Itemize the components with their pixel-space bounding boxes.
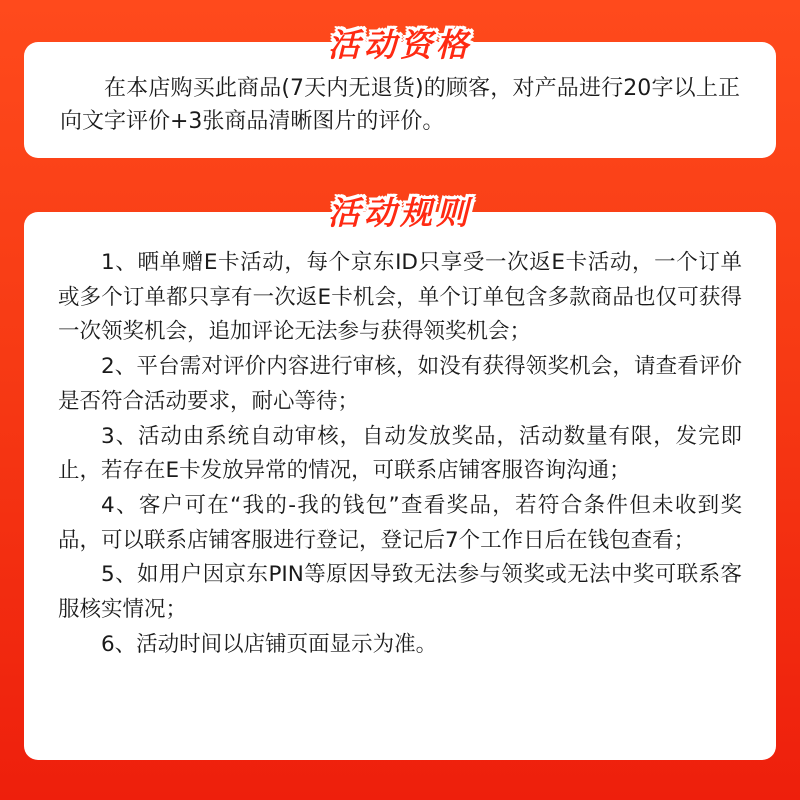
rule-item-4: 4、客户可在“我的-我的钱包”查看奖品，若符合条件但未收到奖品，可以联系店铺客服进行登记，登记后7个工作日后在钱包查看； <box>58 492 742 553</box>
rules-card <box>24 212 776 760</box>
qualification-title: 活动资格 <box>327 26 473 64</box>
rule-item-3: 3、活动由系统自动审核，自动发放奖品，活动数量有限，发完即止，若存在E卡发放异常的情况，可联系店铺客服咨询沟通； <box>58 423 742 484</box>
rule-item-2: 2、平台需对评价内容进行审核，如没有获得领奖机会，请查看评价是否符合活动要求，耐心等待； <box>58 354 742 414</box>
rules-title: 活动规则 <box>327 194 473 232</box>
rule-item-5: 5、如用户因京东PIN等原因导致无法参与领奖或无法中奖可联系客服核实情况； <box>58 562 742 623</box>
rule-item-1: 1、晒单赠E卡活动，每个京东ID只享受一次返E卡活动，一个订单或多个订单都只享有一次返E卡机会，单个订单包含多款商品也仅可获得一次领奖机会，追加评论无法参与获得领奖机会； <box>58 250 742 345</box>
rule-item-6: 6、活动时间以店铺页面显示为准。 <box>101 631 438 657</box>
qualification-text: 在本店购买此商品(7天内无退货)的顾客，对产品进行20字以上正向文字评价+3张商品清晰图片的评价。 <box>60 76 740 134</box>
